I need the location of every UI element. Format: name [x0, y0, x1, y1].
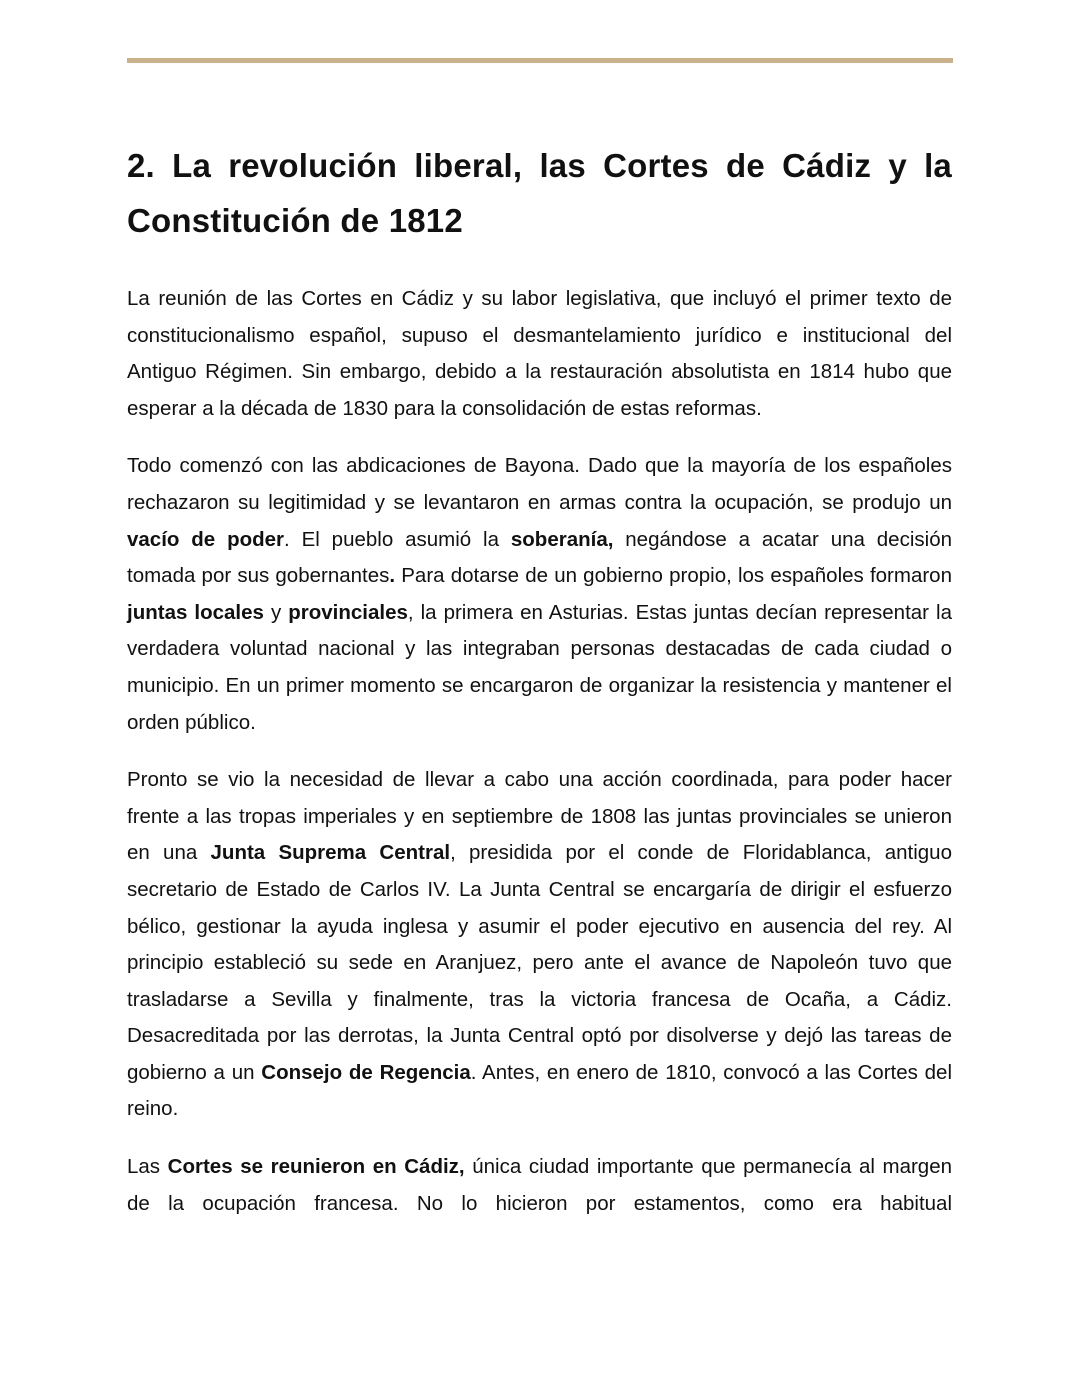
bold-term: juntas locales: [127, 600, 264, 624]
bold-term: vacío de poder: [127, 527, 285, 551]
bold-term: Junta Suprema Central: [210, 841, 451, 865]
paragraph-text: única ciudad importante que permanecía al margen de la ocupación francesa. No lo hicieron por estamentos, como era habitual: [127, 1155, 953, 1215]
paragraph-text: . El pueblo asumió la: [284, 527, 511, 551]
body-paragraph: [127, 281, 952, 427]
paragraph-text: . Antes, en enero de 1810, convocó a las Cortes del reino.: [127, 1060, 952, 1121]
bold-term: Cortes se reunieron en Cádiz,: [167, 1155, 465, 1179]
document-body: [127, 138, 952, 1243]
paragraph-text: Pronto se vio la necesidad de llevar a cabo una acción coordinada, para poder hacer frente a las tropas imperiales y en septiembre de 1808 las juntas provinciales se unieron en una: [127, 768, 952, 865]
paragraph-list: [127, 281, 952, 1222]
bold-term: provinciales: [288, 600, 408, 624]
paragraph-text: , la primera en Asturias. Estas juntas decían representar la verdadera voluntad nacional y las integraban personas destacadas de cada ciudad o municipio. En un primer momento se encargaron de organizar la resistencia y mantener el orden público.: [127, 600, 952, 734]
body-paragraph: [127, 1149, 952, 1222]
paragraph-text: y: [263, 600, 289, 624]
bold-term: soberanía,: [510, 527, 614, 551]
section-heading: 2. La revolución liberal, las Cortes de Cádiz y la Constitución de 1812: [127, 147, 952, 239]
top-divider-rule: [127, 58, 953, 63]
paragraph-text: Las: [127, 1155, 168, 1179]
bold-term: Consejo de Regencia: [261, 1060, 471, 1084]
paragraph-text: Para dotarse de un gobierno propio, los españoles formaron: [395, 564, 952, 588]
paragraph-text: negándose a acatar una decisión tomada por sus gobernantes: [127, 527, 952, 588]
body-paragraph: [127, 448, 952, 741]
body-paragraph: [127, 762, 952, 1128]
paragraph-text: Todo comenzó con las abdicaciones de Bayona. Dado que la mayoría de los españoles rechazaron su legitimidad y se levantaron en armas contra la ocupación, se produjo un: [127, 454, 952, 514]
paragraph-text: , presidida por el conde de Floridablanca, antiguo secretario de Estado de Carlos IV. La Junta Central se encargaría de dirigir el esfuerzo bélico, gestionar la ayuda inglesa y asumir el poder ejecutivo en ausencia del rey. Al principio estableció su sede en Aranjuez, pero ante el avance de Napoleón tuvo que trasladarse a Sevilla y finalmente, tras la victoria francesa de Ocaña, a Cádiz. Desacreditada por las derrotas, la Junta Central optó por disolverse y dejó las tareas de gobierno a un: [127, 841, 952, 1084]
bold-term: .: [389, 564, 396, 588]
paragraph-text: La reunión de las Cortes en Cádiz y su labor legislativa, que incluyó el primer texto de constitucionalismo español, supuso el desmantelamiento jurídico e institucional del Antiguo Régimen. Sin embargo, debido a la restauración absolutista en 1814 hubo que esperar a la década de 1830 para la consolidación de estas reformas.: [127, 287, 952, 420]
